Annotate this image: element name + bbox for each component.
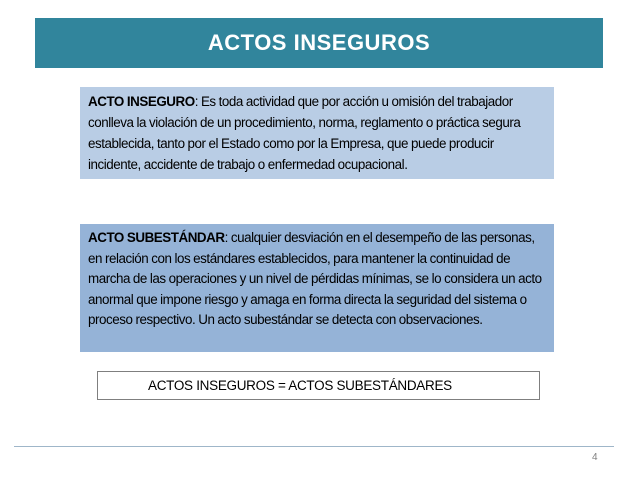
definition-term: ACTO SUBESTÁNDAR xyxy=(88,230,225,245)
page-number: 4 xyxy=(592,452,598,463)
definition-text: : Es toda actividad que por acción u omisión del trabajador conlleva la violación de un procedimiento, norma, reglamento o práctica segura establecida, tanto por el Estado como por la Empresa, que puede producir incidente, accidente de trabajo o enfermedad ocupacional. xyxy=(88,94,521,172)
slide-title: ACTOS INSEGUROS xyxy=(207,30,431,55)
definition-term: ACTO INSEGURO xyxy=(88,94,195,109)
footer-divider xyxy=(14,446,614,447)
slide-title-bar xyxy=(35,18,603,68)
definition-box-acto-subestandar xyxy=(80,224,554,352)
definition-text: : cualquier desviación en el desempeño de las personas, en relación con los estándares establecidos, para mantener la continuidad de marcha de las operaciones y un nivel de pérdidas mínimas, se lo considera un acto anormal que impone riesgo y amaga en forma directa la seguridad del sistema o proceso respectivo. Un acto subestándar se detecta con observaciones. xyxy=(88,230,542,327)
equation-text: ACTOS INSEGUROS = ACTOS SUBESTÁNDARES xyxy=(148,378,452,393)
equation-box xyxy=(97,371,540,400)
definition-box-acto-inseguro xyxy=(80,87,554,179)
